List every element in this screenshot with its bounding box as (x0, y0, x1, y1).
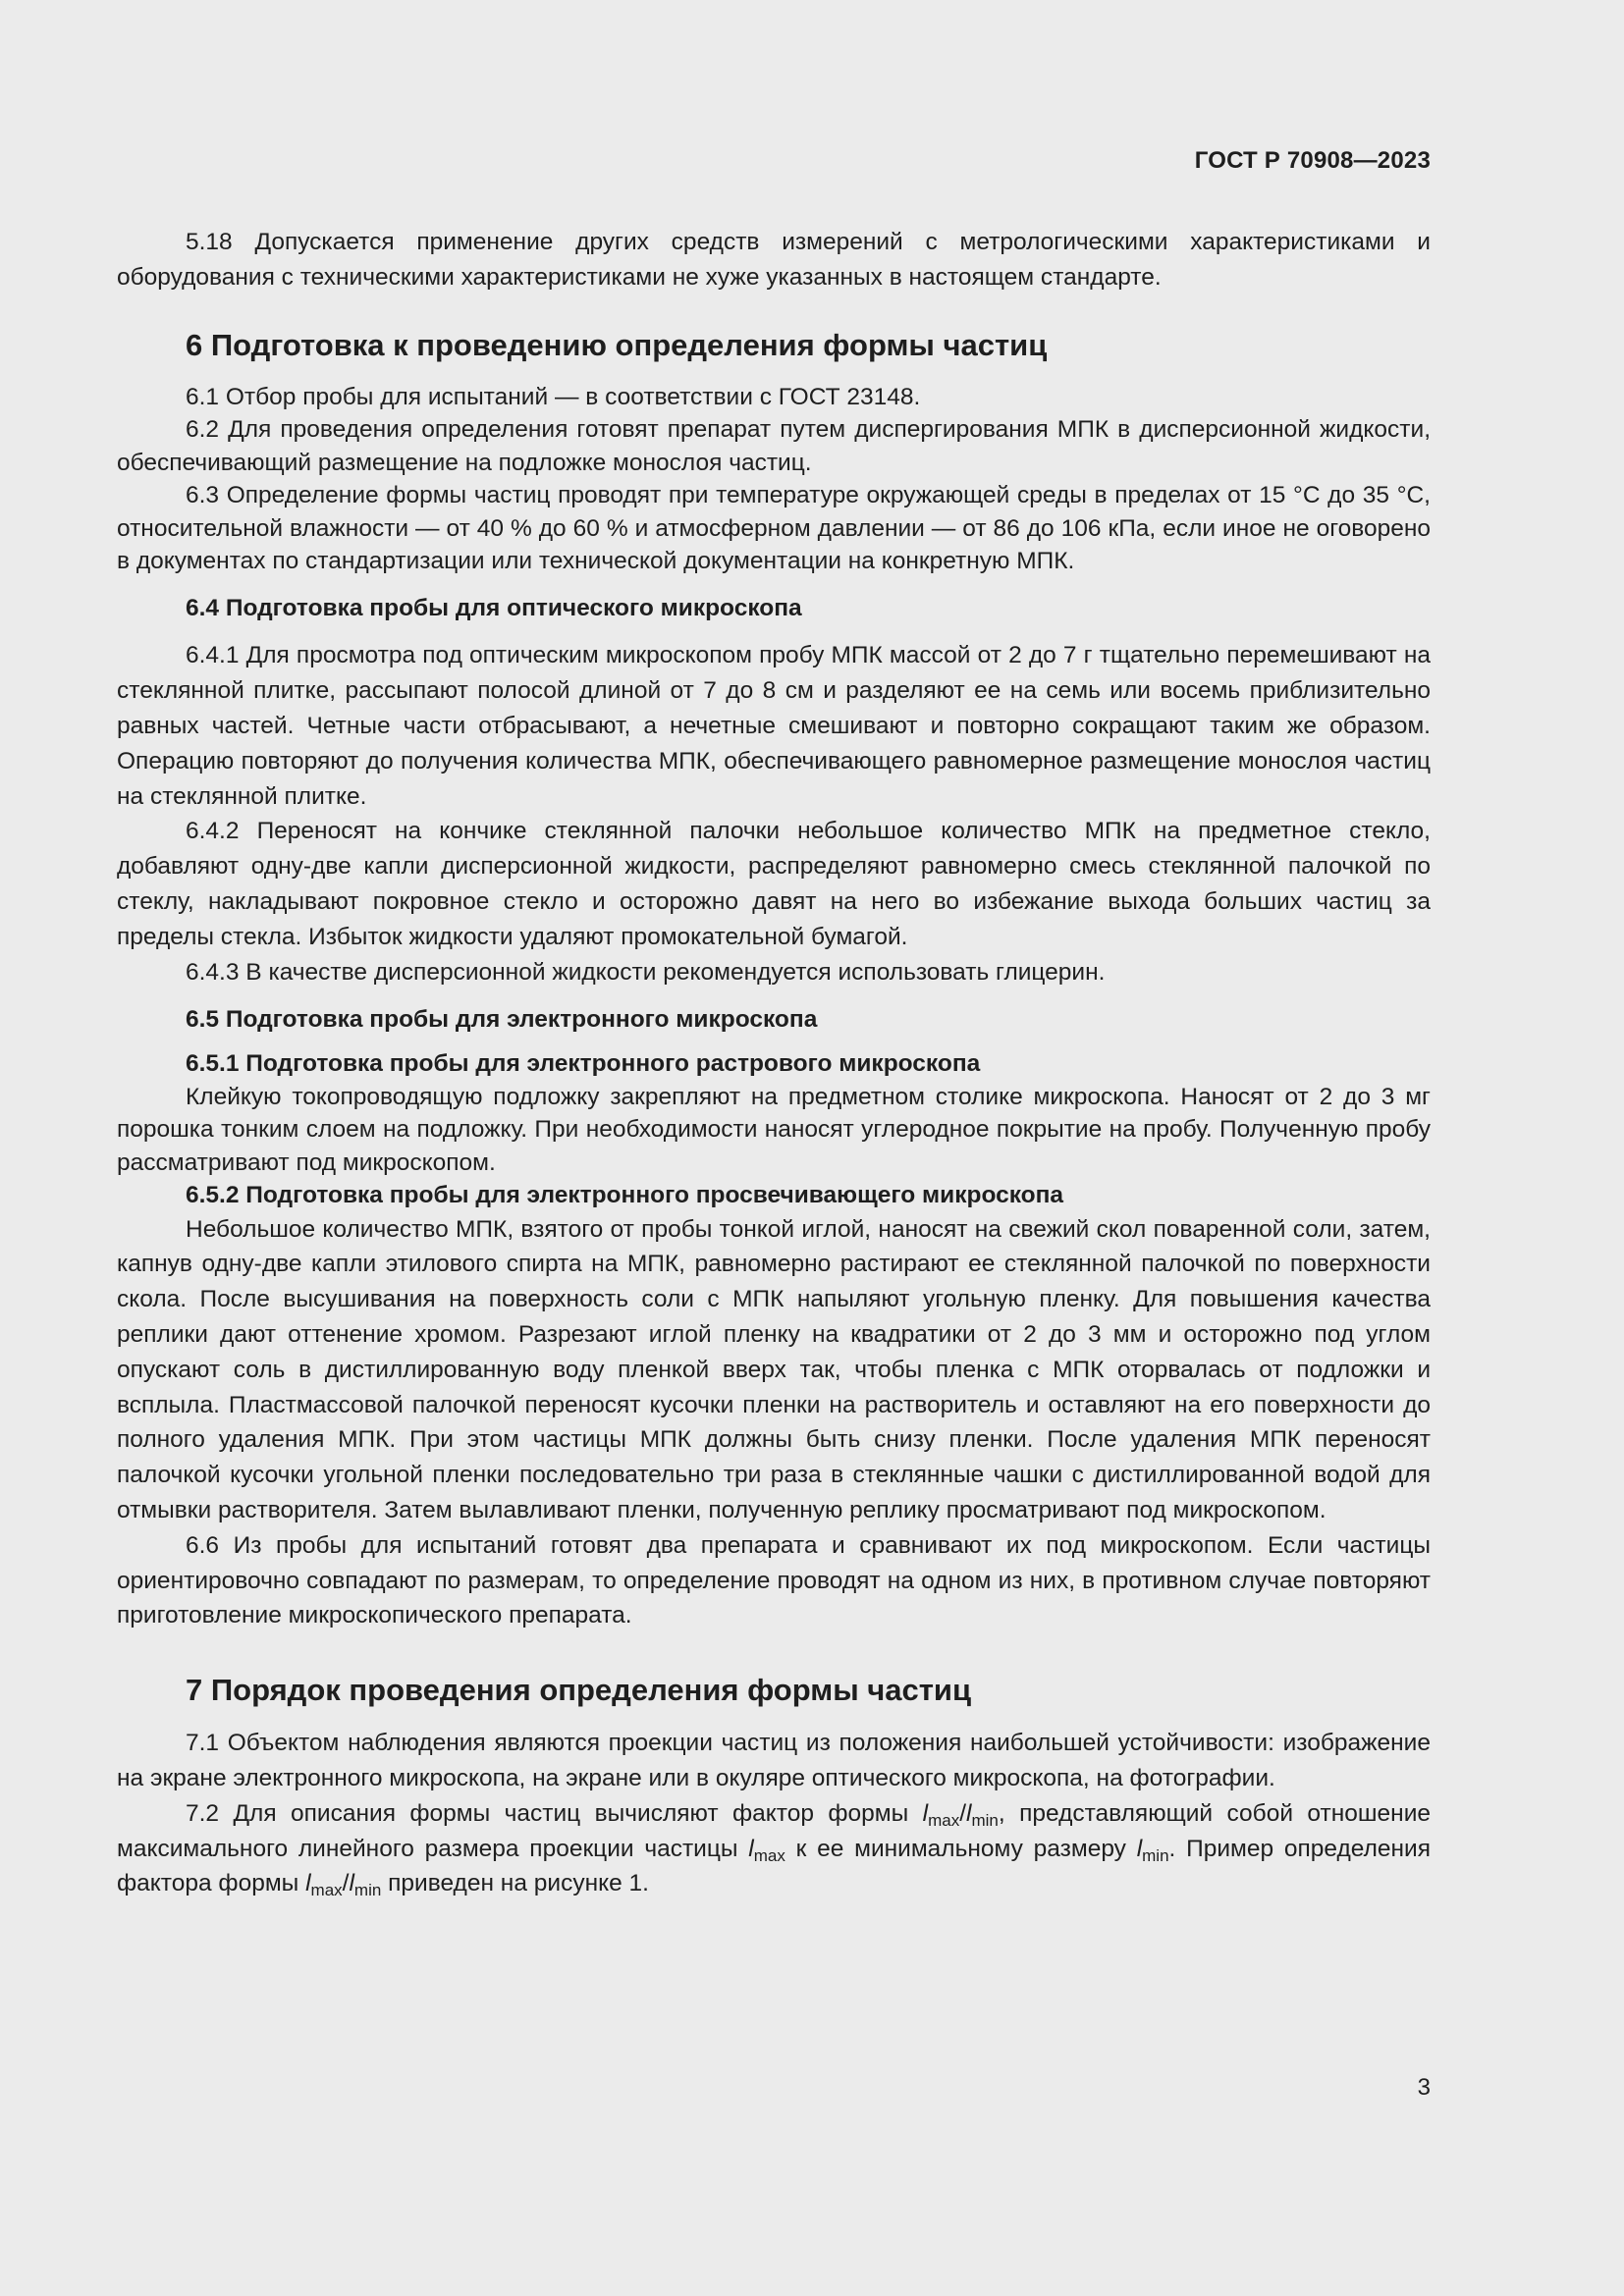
page-number: 3 (1417, 2074, 1431, 2101)
paragraph-6-4-2: 6.4.2 Переносят на кончике стеклянной палочки небольшое количество МПК на предметное стекло, добавляют одну-две капли дисперсионной жидкости, распределяют равномерно смесь стеклянной палочкой по стеклу, накладывают покровное стекло и осторожно давят на него во избежание выхода больших частиц за пределы стекла. Избыток жидкости удаляют промокательной бумагой. (117, 818, 1431, 950)
paragraph-6-6: 6.6 Из пробы для испытаний готовят два препарата и сравнивают их под микроскопом. Если частицы ориентировочно совпадают по размерам, то определение проводят на одном из них, в противном случае повторяют приготовление микроскопического препарата. (117, 1531, 1431, 1629)
paragraph-6-2: 6.2 Для проведения определения готовят препарат путем диспергирования МПК в дисперсионной жидкости, обеспечивающий размещение на подложке монослоя частиц. (117, 416, 1431, 476)
subsection-6-4-title: 6.4 Подготовка пробы для оптического микроскопа (186, 594, 802, 621)
document-header: ГОСТ Р 70908—2023 (1194, 147, 1431, 174)
section-7-title: 7 Порядок проведения определения формы частиц (186, 1673, 972, 1708)
paragraph-6-3: 6.3 Определение формы частиц проводят при температуре окружающей среды в пределах от 15 °С до 35 °С, относительной влажности — от 40 % до 60 % и атмосферном давлении — от 86 до 106 кПа, если иное не оговорено в документах по стандартизации или технической документации на конкретную МПК. (117, 482, 1431, 575)
subsection-6-5-1-title: 6.5.1 Подготовка пробы для электронного растрового микроскопа (186, 1050, 981, 1078)
subsection-6-5-2-title: 6.5.2 Подготовка пробы для электронного просвечивающего микроскопа (186, 1182, 1064, 1209)
paragraph-6-5-2: Небольшое количество МПК, взятого от пробы тонкой иглой, наносят на свежий скол поваренной соли, затем, капнув одну-две капли этилового спирта на МПК, равномерно растирают ее стеклянной палочкой по поверхности скола. После высушивания на поверхность соли с МПК напыляют угольную пленку. Для повышения качества реплики дают оттенение хромом. Разрезают иглой пленку на квадратики от 2 до 3 мм и осторожно под углом опускают соль в дистиллированную воду пленкой вверх так, чтобы пленка с МПК оторвалась от подложки и всплыла. Пластмассовой палочкой переносят кусочки пленки на растворитель и оставляют на его поверхности до полного удаления МПК. При этом частицы МПК должны быть снизу пленки. После удаления МПК переносят палочкой кусочки угольной пленки последовательно три раза в стеклянные чашки с дистиллированной водой для отмывки растворителя. Затем вылавливают пленки, полученную реплику просматривают под микроскопом. (117, 1215, 1431, 1524)
paragraph-5-18: 5.18 Допускается применение других средств измерений с метрологическими характеристиками и оборудования с техническими характеристиками не хуже указанных в настоящем стандарте. (117, 229, 1431, 291)
page-content (117, 225, 1431, 1901)
paragraph-6-4-3: 6.4.3 В качестве дисперсионной жидкости рекомендуется использовать глицерин. (186, 958, 1106, 986)
paragraph-7-1: 7.1 Объектом наблюдения являются проекции частиц из положения наибольшей устойчивости: изображение на экране электронного микроскопа, на экране или в окуляре оптического микроскопа, на фотографии. (117, 1730, 1431, 1792)
paragraph-6-4-1: 6.4.1 Для просмотра под оптическим микроскопом пробу МПК массой от 2 до 7 г тщательно перемешивают на стеклянной плитке, рассыпают полосой длиной от 7 до 8 см и разделяют ее на семь или восемь приблизительно равных частей. Четные части отбрасывают, а нечетные смешивают и повторно сокращают таким же образом. Операцию повторяют до получения количества МПК, обеспечивающего равномерное размещение монослоя частиц на стеклянной плитке. (117, 642, 1431, 810)
paragraph-6-5-1: Клейкую токопроводящую подложку закрепляют на предметном столике микроскопа. Наносят от 2 до 3 мг порошка тонким слоем на подложку. При необходимости наносят углеродное покрытие на пробу. Полученную пробу рассматривают под микроскопом. (117, 1083, 1431, 1176)
subsection-6-5-title: 6.5 Подготовка пробы для электронного микроскопа (186, 1006, 818, 1034)
paragraph-7-2: 7.2 Для описания формы частиц вычисляют фактор формы $l_{max}/l_{min}$, представляющий собой отношение максимального линейного размера проекции частицы $l_{max}$ к ее минимальному размеру $l_{min}$. Пример определения фактора формы $l_{max}/l_{min}$ приведен на рисунке 1. (117, 1799, 1431, 1900)
paragraph-6-1: 6.1 Отбор пробы для испытаний — в соответствии с ГОСТ 23148. (186, 383, 921, 410)
section-6-title: 6 Подготовка к проведению определения формы частиц (186, 327, 1048, 362)
